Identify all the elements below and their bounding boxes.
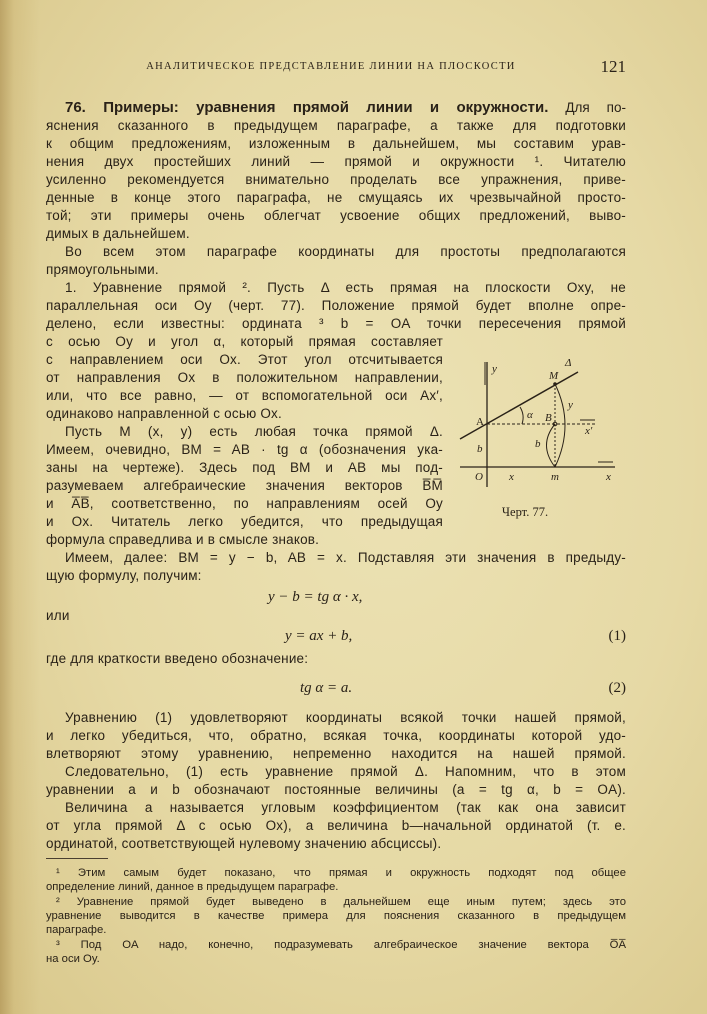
body-line: влетворяют этому уравнению, непременно находится на нашей прямой.	[46, 746, 626, 761]
body-line: яснения сказанного в предыдущем параграфе, а также для подготовки	[46, 118, 626, 133]
footnote-line: ³ Под OA надо, конечно, подразумевать алгебраическое значение вектора O̅A̅	[56, 939, 626, 951]
body-line: с осью Oy и угол α, который прямая составляет	[46, 334, 443, 349]
footnote-line: определение линий, данное в предыдущем параграфе.	[46, 881, 339, 893]
label-b-left: b	[477, 443, 483, 455]
body-line: усиленно рекомендуется внимательно проделать все упражнения, приве-	[46, 172, 626, 187]
angle-alpha-arc	[520, 407, 523, 424]
label-y-prime: y	[568, 399, 573, 411]
body-line: и Ox. Читатель легко убедится, что предыдущая	[46, 514, 443, 529]
label-B: B	[545, 412, 552, 424]
label-x-mid: x	[509, 471, 514, 483]
equation-number-2: (2)	[608, 680, 626, 696]
body-line: ординатой, соответствующей нулевому значению абсциссы).	[46, 836, 442, 851]
label-A: A	[476, 416, 484, 428]
body-line: от направления Ox в положительном направлении,	[46, 370, 443, 385]
line-delta	[460, 372, 578, 439]
point-M	[553, 382, 557, 386]
label-b-mid: b	[535, 438, 541, 450]
body-line: к общим предложениям, изложенным в дальнейшем, мы составим урав-	[46, 136, 626, 151]
body-line: и легко убедиться, что, обратно, всякая точка, координаты которой удо-	[46, 728, 626, 743]
figure-caption: Черт. 77.	[501, 505, 549, 519]
body-line: нения двух простейших линий — прямой и окружности ¹. Читателю	[46, 154, 626, 169]
body-line: Пусть M (x, y) есть любая точка прямой Δ.	[65, 424, 443, 439]
footnote-line: ² Уравнение прямой будет выведено в дальнейшем еще иным путем; здесь это	[56, 896, 626, 908]
body-line: щую формулу, получим:	[46, 568, 202, 583]
section-heading: 76. Примеры: уравнения прямой линии и окружности.	[65, 99, 549, 116]
footnote-line: на оси Oy.	[46, 953, 100, 965]
body-line: одинаково направленной с осью Ox.	[46, 406, 282, 421]
formula-3: tg α = a.	[300, 680, 353, 696]
label-M: M	[549, 370, 559, 382]
body-line: денные в конце этого параграфа, не смущаясь их чрезвычайной просто-	[46, 190, 626, 205]
body-line: параллельная оси Oy (черт. 77). Положение прямой будет вполне опре-	[46, 298, 626, 313]
body-line: или, что все равно, — от вспомогательной оси Ax′,	[46, 388, 443, 403]
brace-b	[547, 424, 556, 467]
body-line: Во всем этом параграфе координаты для простоты предполагаются	[65, 244, 626, 259]
body-line: той; эти примеры очень облегчат усвоение общих предложений, выво-	[46, 208, 626, 223]
body-line: прямоугольными.	[46, 262, 159, 277]
footnote-separator	[46, 858, 108, 859]
footnote-line: параграфе.	[46, 924, 107, 936]
body-line: димых в дальнейшем.	[46, 226, 190, 241]
body-line: Имеем, очевидно, BM = AB · tg α (обозначения ука-	[46, 442, 443, 457]
body-line: Следовательно, (1) есть уравнение прямой Δ. Напомним, что в этом	[65, 764, 626, 779]
label-O: O	[475, 471, 483, 483]
body-line: делено, если известны: ордината ³ b = OA точки пересечения прямой	[46, 316, 626, 331]
body-line: Величина a называется угловым коэффициентом (так как она зависит	[65, 800, 626, 815]
label-x-prime: x′	[585, 425, 593, 437]
body-line: заны на чертеже). Здесь под BM и AB мы под-	[46, 460, 443, 475]
body-line: Уравнению (1) удовлетворяют координаты всякой точки нашей прямой,	[65, 710, 626, 725]
formula-1: y − b = tg α · x,	[268, 589, 363, 605]
body-line: с направлением оси Ox. Этот угол отсчитывается	[46, 352, 443, 367]
label-y: y	[492, 363, 497, 375]
body-line: и A̅B̅, соответственно, по направлениям осей Oy	[46, 496, 443, 511]
page-number: 121	[600, 57, 626, 76]
body-line: формула справедлива и в смысле знаков.	[46, 532, 320, 547]
body-line: разумеваем алгебраические значения векторов B̅M̅	[46, 478, 443, 493]
body-line: или	[46, 608, 70, 623]
footnote-line: уравнение выводится в качестве примера для пояснения сказанного в предыдущем	[46, 910, 626, 922]
body-line: где для краткости введено обозначение:	[46, 651, 309, 666]
body-line: Имеем, далее: BM = y − b, AB = x. Подставляя эти значения в предыду-	[65, 550, 626, 565]
formula-2: y = ax + b,	[285, 628, 353, 644]
body-line: от угла прямой Δ с осью Ox), а величина b—начальной ординатой (т. е.	[46, 818, 626, 833]
running-header: АНАЛИТИЧЕСКОЕ ПРЕДСТАВЛЕНИЕ ЛИНИИ НА ПЛОСКОСТИ	[146, 61, 516, 72]
section-heading-rest: Для по-	[565, 100, 626, 115]
body-line: 1. Уравнение прямой ². Пусть Δ есть прямая на плоскости Oxy, не	[65, 280, 626, 295]
equation-number-1: (1)	[608, 628, 626, 644]
label-x-axis: x	[606, 471, 611, 483]
figure-77-diagram	[450, 350, 640, 510]
label-m: m	[551, 471, 559, 483]
label-alpha: α	[527, 409, 533, 421]
footnote-line: ¹ Этим самым будет показано, что прямая и окружность подходят под общее	[56, 867, 626, 879]
body-line: уравнении a и b обозначают постоянные величины (a = tg α, b = OA).	[46, 782, 626, 797]
section-heading-line	[65, 99, 626, 117]
label-delta: Δ	[565, 357, 572, 369]
